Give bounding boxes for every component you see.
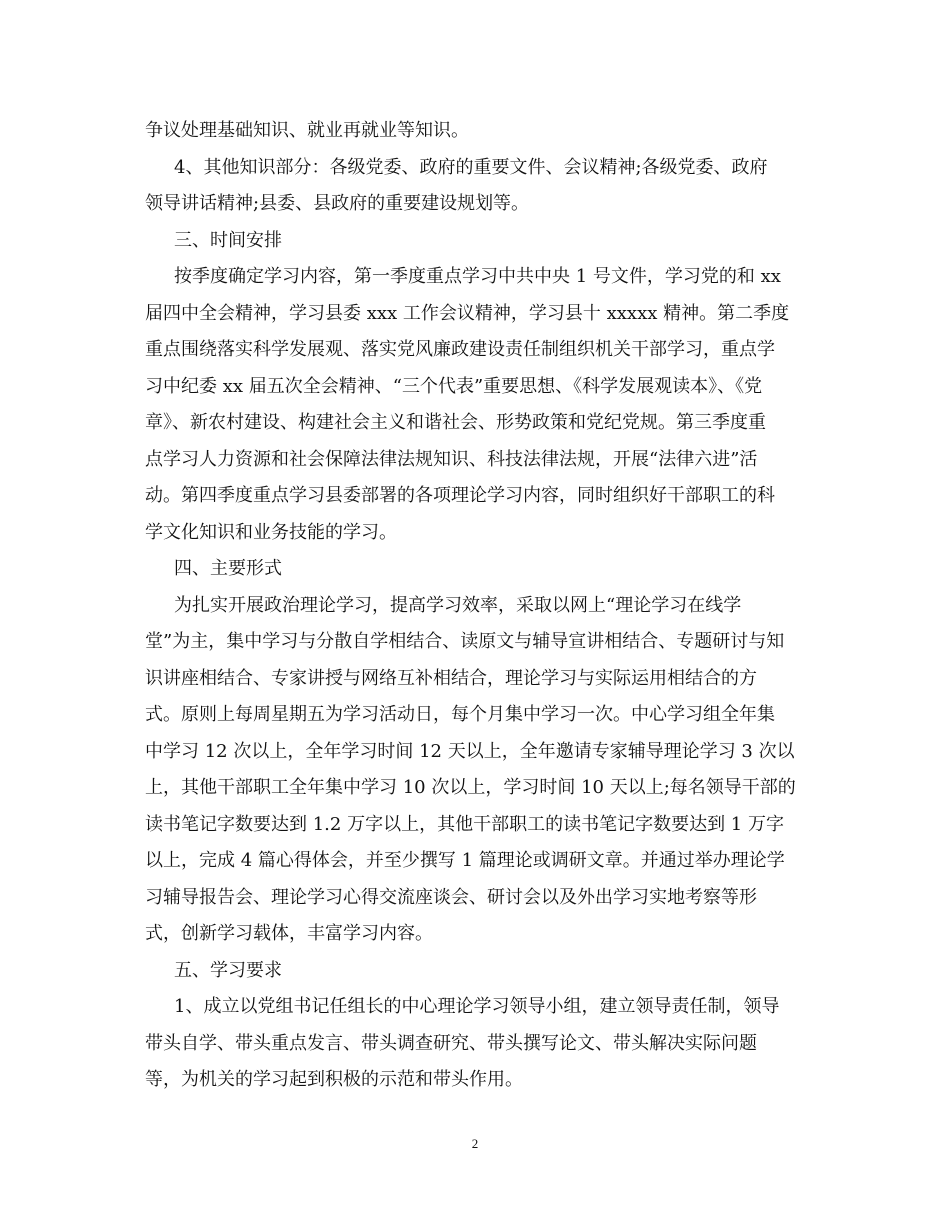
page-number: 2 xyxy=(471,1136,479,1151)
text-line: 堂”为主，集中学习与分散自学相结合、读原文与辅导宣讲相结合、专题研讨与知 xyxy=(145,631,785,652)
text-line: 按季度确定学习内容，第一季度重点学习中共中央 1 号文件，学习党的和 xx xyxy=(174,266,781,287)
text-line: 式，创新学习载体，丰富学习内容。 xyxy=(145,923,433,944)
text-line: 以上，完成 4 篇心得体会，并至少撰写 1 篇理论或调研文章。并通过举办理论学 xyxy=(145,850,785,871)
text-line: 章》、新农村建设、构建社会主义和谐社会、形势政策和党纪党规。第三季度重 xyxy=(145,412,766,433)
text-line: 动。第四季度重点学习县委部署的各项理论学习内容，同时组织好干部职工的科 xyxy=(145,485,775,506)
text-line: 带头自学、带头重点发言、带头调查研究、带头撰写论文、带头解决实际问题 xyxy=(145,1032,757,1054)
section-heading: 五、学习要求 xyxy=(174,959,282,981)
text-line: 点学习人力资源和社会保障法律法规知识、科技法律法规，开展“法律六进”活 xyxy=(145,448,758,470)
text-line: 中学习 12 次以上，全年学习时间 12 天以上，全年邀请专家辅导理论学习 3 次以 xyxy=(145,740,795,762)
text-line: 上，其他干部职工全年集中学习 10 次以上，学习时间 10 天以上;每名领导干部的 xyxy=(145,777,796,798)
text-line: 识讲座相结合、专家讲授与网络互补相结合，理论学习与实际运用相结合的方 xyxy=(145,667,757,689)
text-line: 等，为机关的学习起到积极的示范和带头作用。 xyxy=(145,1069,523,1090)
text-line: 式。原则上每周星期五为学习活动日，每个月集中学习一次。中心学习组全年集 xyxy=(145,704,775,725)
text-line: 届四中全会精神，学习县委 xxx 工作会议精神，学习县十 xxxxx 精神。第二季度 xyxy=(145,302,790,324)
text-line: 1、成立以党组书记任组长的中心理论学习领导小组，建立领导责任制，领导 xyxy=(174,996,780,1017)
text-line: 重点围绕落实科学发展观、落实党风廉政建设责任制组织机关干部学习，重点学 xyxy=(145,339,775,360)
text-line: 习中纪委 xx 届五次全会精神、“三个代表”重要思想、《科学发展观读本》、《党 xyxy=(145,375,763,397)
section-heading: 四、主要形式 xyxy=(174,558,282,579)
text-line: 领导讲话精神;县委、县政府的重要建设规划等。 xyxy=(145,193,530,214)
text-line: 习辅导报告会、理论学习心得交流座谈会、研讨会以及外出学习实地考察等形 xyxy=(145,886,757,908)
text-line: 为扎实开展政治理论学习，提高学习效率，采取以网上“理论学习在线学 xyxy=(174,594,742,616)
text-line: 4、其他知识部分：各级党委、政府的重要文件、会议精神;各级党委、政府 xyxy=(174,156,768,178)
document-body xyxy=(145,113,810,1099)
text-line: 学文化知识和业务技能的学习。 xyxy=(145,521,397,543)
text-line: 争议处理基础知识、就业再就业等知识。 xyxy=(145,120,469,141)
text-line: 读书笔记字数要达到 1.2 万字以上，其他干部职工的读书笔记字数要达到 1 万字 xyxy=(145,813,784,835)
section-heading: 三、时间安排 xyxy=(174,229,282,251)
